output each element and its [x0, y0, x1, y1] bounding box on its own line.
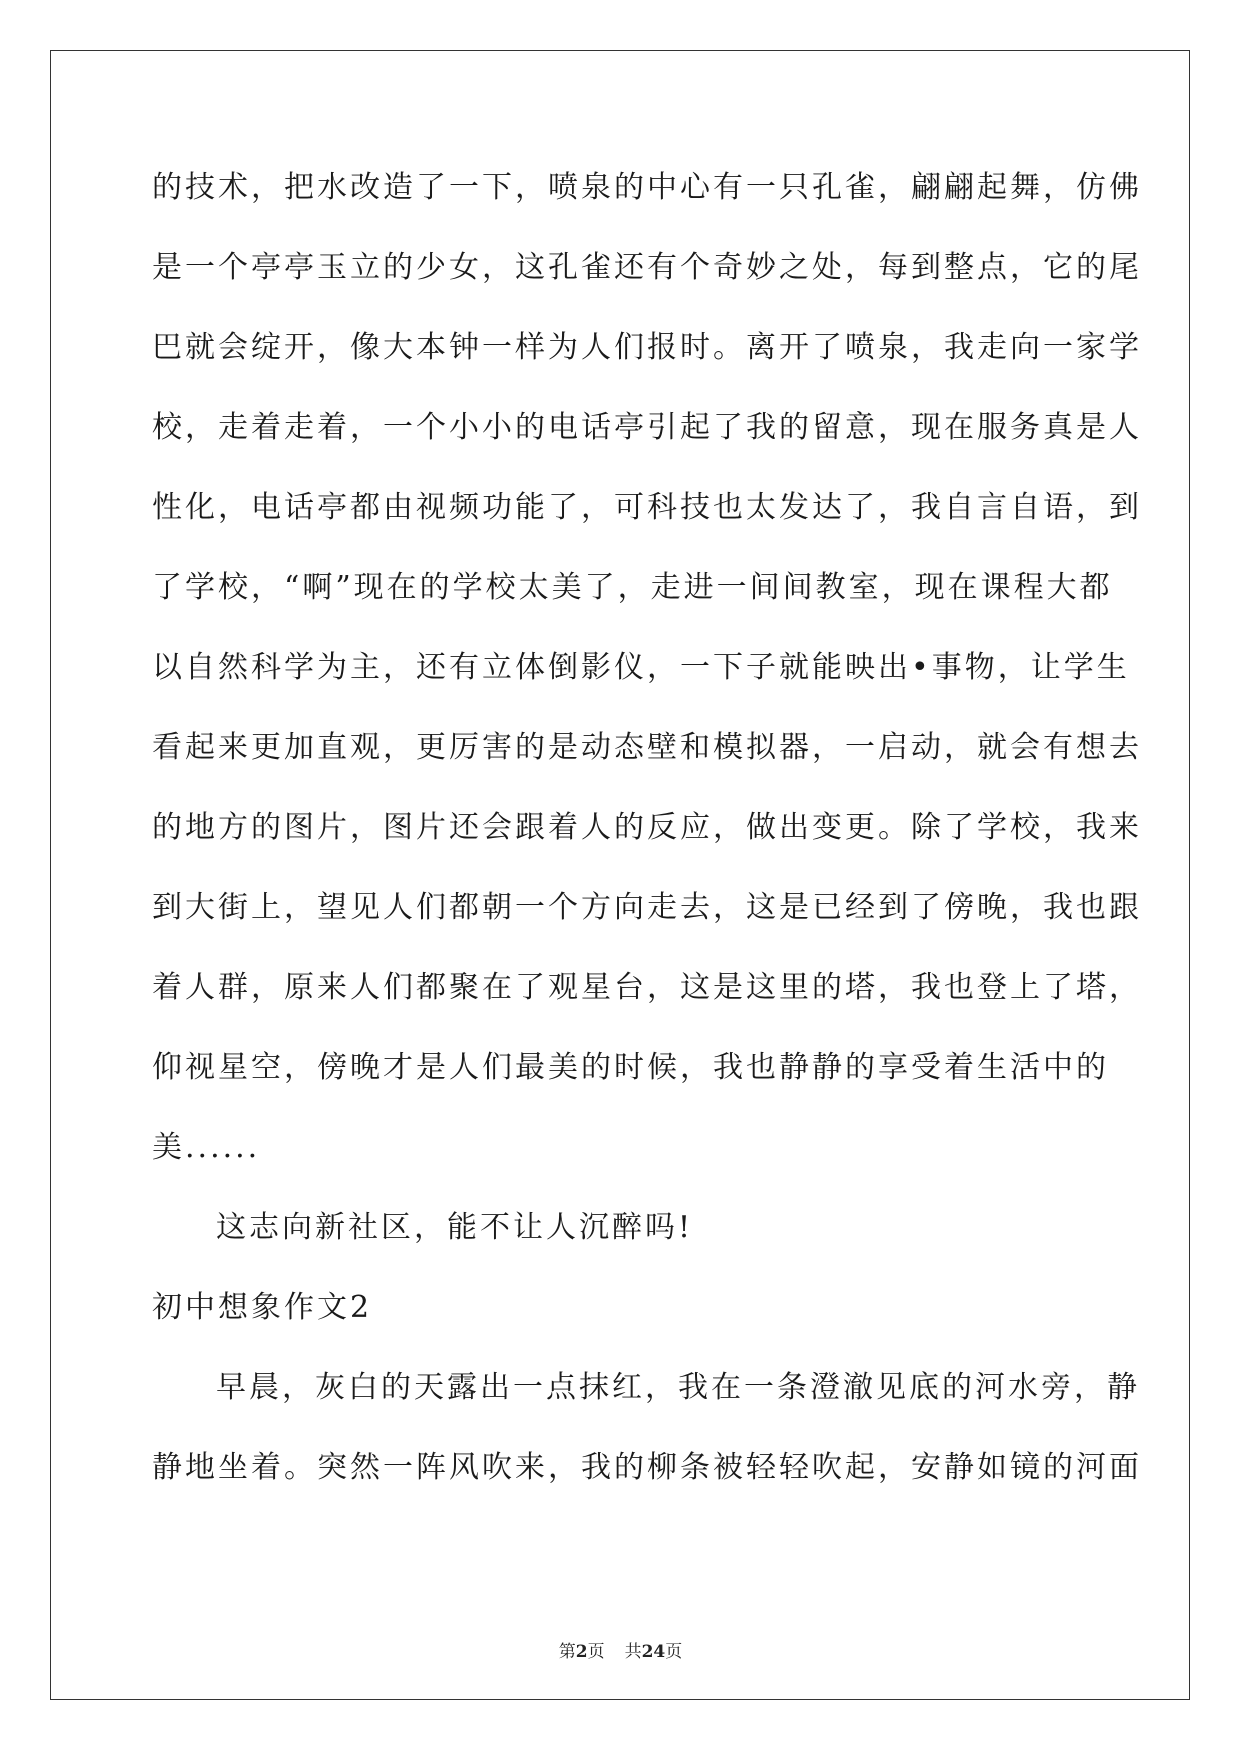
section-heading: 初中想象作文2 [152, 1290, 373, 1325]
footer-page-number: 2 [575, 1642, 588, 1662]
text-line: 看起来更加直观，更厉害的是动态壁和模拟器，一启动，就会有想去 [152, 730, 1142, 765]
text-line: 的地方的图片，图片还会跟着人的反应，做出变更。除了学校，我来 [152, 810, 1142, 845]
text-line: 着人群，原来人们都聚在了观星台，这是这里的塔，我也登上了塔， [152, 970, 1142, 1005]
text-line: 美...... [152, 1130, 261, 1165]
footer-total-prefix: 共 [624, 1642, 642, 1662]
text-line: 了学校，“啊”现在的学校太美了，走进一间间教室，现在课程大都 [152, 570, 1113, 605]
text-line: 的技术，把水改造了一下，喷泉的中心有一只孔雀，翩翩起舞，仿佛 [152, 170, 1142, 205]
footer-total-suffix: 页 [665, 1642, 683, 1662]
document-body [152, 160, 1142, 1520]
text-line: 性化，电话亭都由视频功能了，可科技也太发达了，我自言自语，到 [152, 490, 1142, 525]
text-line: 到大街上，望见人们都朝一个方向走去，这是已经到了傍晚，我也跟 [152, 890, 1142, 925]
footer-prefix: 第 [558, 1642, 576, 1662]
text-line: 仰视星空，傍晚才是人们最美的时候，我也静静的享受着生活中的 [152, 1050, 1109, 1085]
page-footer [0, 1637, 1241, 1662]
text-line: 巴就会绽开，像大本钟一样为人们报时。离开了喷泉，我走向一家学 [152, 330, 1142, 365]
text-line: 是一个亭亭玉立的少女，这孔雀还有个奇妙之处，每到整点，它的尾 [152, 250, 1142, 285]
paragraph-closing: 这志向新社区，能不让人沉醉吗! [216, 1210, 694, 1245]
text-line: 校，走着走着，一个小小的电话亭引起了我的留意，现在服务真是人 [152, 410, 1142, 445]
footer-total-pages: 24 [641, 1642, 666, 1662]
footer-page-suffix: 页 [587, 1642, 605, 1662]
text-line: 早晨，灰白的天露出一点抹红，我在一条澄澈见底的河水旁，静 [216, 1370, 1140, 1405]
text-line: 以自然科学为主，还有立体倒影仪，一下子就能映出•事物，让学生 [152, 650, 1130, 685]
text-line: 静地坐着。突然一阵风吹来，我的柳条被轻轻吹起，安静如镜的河面 [152, 1450, 1142, 1485]
